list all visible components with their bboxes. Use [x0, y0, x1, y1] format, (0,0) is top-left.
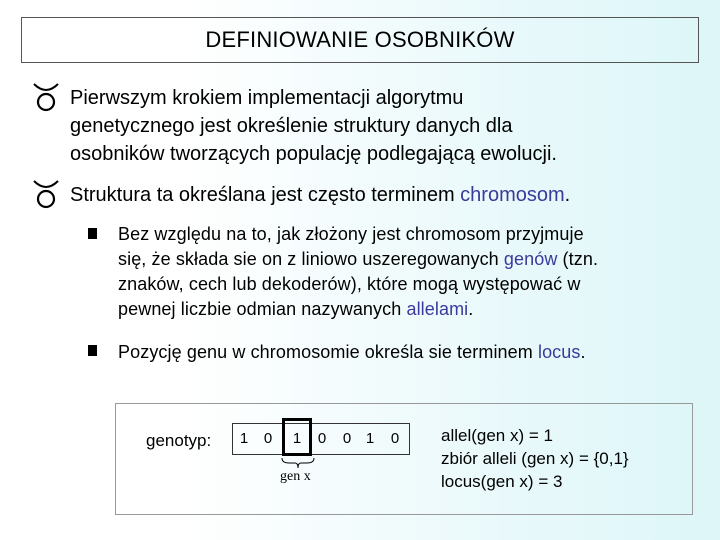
square-bullet-icon: [88, 228, 97, 239]
orbit-bullet-icon: [32, 179, 60, 211]
term-allelami: allelami: [406, 299, 469, 319]
bit-5: 0: [342, 430, 352, 447]
bit-1: 1: [239, 430, 249, 447]
square-bullet-icon: [88, 345, 97, 356]
term-chromosom: chromosom: [460, 184, 565, 206]
sub-bullet-2-text: Pozycję genu w chromosomie określa sie terminem locus.: [118, 342, 586, 362]
bit-6: 1: [365, 430, 375, 447]
gene-brace-icon: [280, 456, 316, 470]
bit-7: 0: [390, 430, 400, 447]
bit-3-selected: 1: [292, 430, 302, 447]
sub-bullet-1-text: Bez względu na to, jak złożony jest chromosom przyjmuje się, że składa sie on z liniowo uszeregowanych genów (tzn. znaków, cech lub dekoderów), które mogą występować w pewnej liczbie odmian nazywanych allelami.: [118, 224, 599, 319]
genotype-label: genotyp:: [146, 431, 212, 450]
slide-title-box: [21, 17, 699, 63]
locus-line: locus(gen x) = 3: [441, 472, 563, 491]
bit-4: 0: [317, 430, 327, 447]
bullet-1-line-2: genetycznego jest określenie struktury danych dla: [70, 115, 513, 137]
term-locus: locus: [537, 342, 581, 362]
bullet-1-line-1: Pierwszym krokiem implementacji algorytmu: [70, 87, 464, 109]
allele-line: allel(gen x) = 1: [441, 426, 553, 445]
selected-gene-box: [282, 418, 312, 456]
alleles-set-line: zbiór alleli (gen x) = {0,1}: [441, 449, 629, 468]
bullet-2-text: Struktura ta określana jest często terminem chromosom.: [70, 184, 571, 206]
bullet-1-line-3: osobników tworzących populację podlegającą ewolucji.: [70, 143, 557, 165]
bullet-1-text: [70, 84, 557, 168]
orbit-bullet-icon: [32, 82, 60, 114]
bit-2: 0: [263, 430, 273, 447]
term-genow: genów: [503, 249, 558, 269]
gene-x-label: gen x: [280, 469, 311, 484]
slide-title: DEFINIOWANIE OSOBNIKÓW: [205, 27, 515, 52]
